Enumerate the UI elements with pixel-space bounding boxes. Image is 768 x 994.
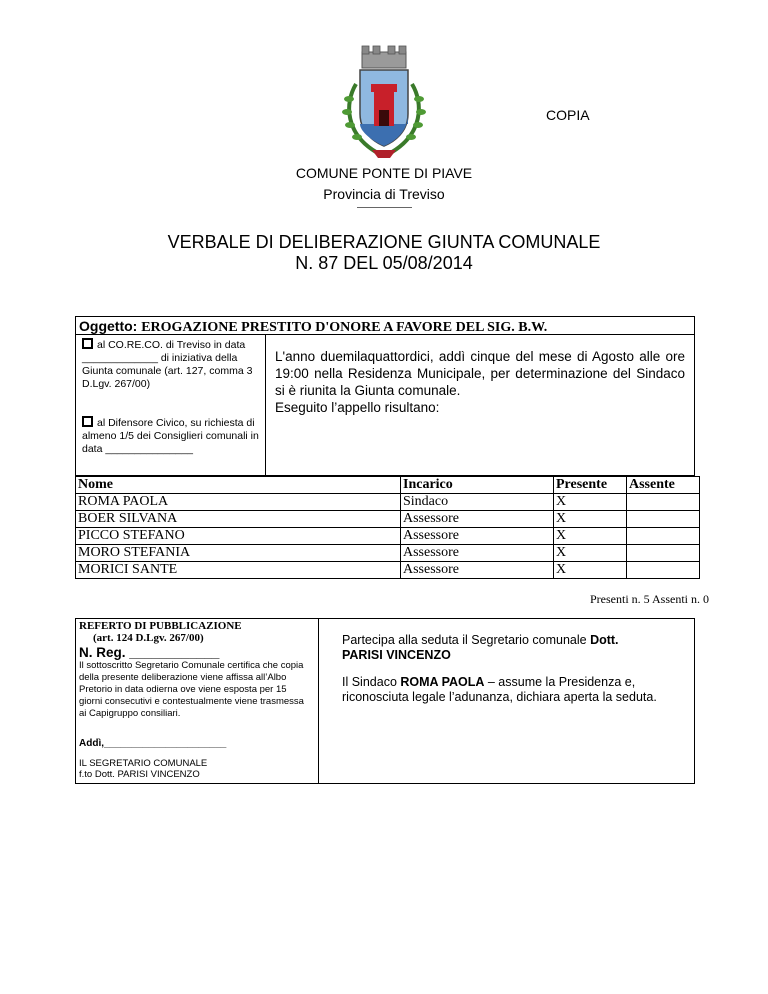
header-incarico: Incarico (401, 477, 554, 494)
table-row (76, 528, 700, 545)
sindaco-suffix: – assume la Presidenza e, riconosciuta legale l’adunanza, dichiara aperta la seduta. (342, 675, 657, 704)
referto-nreg: N. Reg. ____________ (79, 645, 220, 660)
member-nome: MORO STEFANIA (76, 545, 401, 562)
municipal-crest-icon (336, 44, 432, 162)
member-presente: X (554, 511, 627, 528)
segretario-name: f.to Dott. PARISI VINCENZO (79, 769, 200, 780)
referto-segretario (79, 758, 207, 780)
table-row (76, 494, 700, 511)
member-assente (627, 545, 700, 562)
comune-name: COMUNE PONTE DI PIAVE (295, 165, 473, 181)
member-incarico: Sindaco (401, 494, 554, 511)
member-nome: MORICI SANTE (76, 562, 401, 579)
provincia-name: Provincia di Treviso (323, 186, 445, 202)
sindaco-text (342, 675, 662, 705)
member-presente: X (554, 545, 627, 562)
referto-article: (art. 124 D.Lgv. 267/00) (93, 632, 204, 644)
member-incarico: Assessore (401, 562, 554, 579)
member-nome: ROMA PAOLA (76, 494, 401, 511)
intro-appello: Eseguito l’appello risultano: (275, 400, 440, 415)
referto-body: Il sottoscritto Segretario Comunale certifica che copia della presente deliberazione viene affissa all’Albo Pretorio in data odierna ove viene esposta per 15 giorni consecutivi e contestualmente viene trasmessa ai Capigruppo consiliari. (79, 660, 304, 719)
member-incarico: Assessore (401, 545, 554, 562)
intro-text (275, 348, 685, 416)
member-presente: X (554, 528, 627, 545)
referto-addi: Addì,______________________ (79, 738, 227, 749)
oggetto-text: EROGAZIONE PRESTITO D'ONORE A FAVORE DEL SIG. B.W. (141, 320, 548, 335)
table-row (76, 511, 700, 528)
referto-divider (318, 618, 319, 784)
partecipa-text (342, 633, 662, 663)
sindaco-name: ROMA PAOLA (400, 675, 485, 689)
checkbox-coreco-icon (82, 338, 93, 349)
member-assente (627, 562, 700, 579)
member-presente: X (554, 562, 627, 579)
members-header-row (76, 477, 700, 494)
header-nome: Nome (76, 477, 401, 494)
member-assente (627, 511, 700, 528)
document-title: VERBALE DI DELIBERAZIONE GIUNTA COMUNALE (167, 232, 601, 252)
segretario-title: IL SEGRETARIO COMUNALE (79, 758, 208, 769)
option-difensore (82, 416, 262, 456)
oggetto-divider (265, 335, 266, 476)
referto-title: REFERTO DI PUBBLICAZIONE (79, 620, 242, 632)
document-number: N. 87 DEL 05/08/2014 (295, 253, 473, 273)
option-coreco (82, 338, 262, 391)
option-coreco-text: al CO.RE.CO. di Treviso in data _____________ di iniziativa della Giunta comunale (art. 127, comma 3 D.Lgv. 267/00) (82, 339, 253, 390)
header-presente: Presente (554, 477, 627, 494)
partecipa-prefix: Partecipa alla seduta il Segretario comunale (342, 633, 591, 647)
member-assente (627, 528, 700, 545)
table-row (76, 545, 700, 562)
copia-label: COPIA (546, 107, 590, 123)
table-row (76, 562, 700, 579)
intro-paragraph: L'anno duemilaquattordici, addì cinque del mese di Agosto alle ore 19:00 nella Residenza Municipale, per determinazione del Sindaco si è riunita la Giunta comunale. (275, 349, 685, 398)
member-incarico: Assessore (401, 528, 554, 545)
header-assente: Assente (627, 477, 700, 494)
oggetto-label: Oggetto: (79, 318, 138, 334)
header-divider (357, 207, 412, 208)
partecipa-name: Dott. PARISI VINCENZO (342, 633, 619, 662)
member-incarico: Assessore (401, 511, 554, 528)
attendance-summary: Presenti n. 5 Assenti n. 0 (590, 592, 709, 606)
option-difensore-text: al Difensore Civico, su richiesta di almeno 1/5 dei Consiglieri comunali in data _______________ (82, 417, 259, 455)
checkbox-difensore-icon (82, 416, 93, 427)
member-presente: X (554, 494, 627, 511)
member-nome: PICCO STEFANO (76, 528, 401, 545)
members-table (75, 476, 700, 579)
member-nome: BOER SILVANA (76, 511, 401, 528)
oggetto-line (79, 318, 547, 336)
sindaco-prefix: Il Sindaco (342, 675, 401, 689)
member-assente (627, 494, 700, 511)
